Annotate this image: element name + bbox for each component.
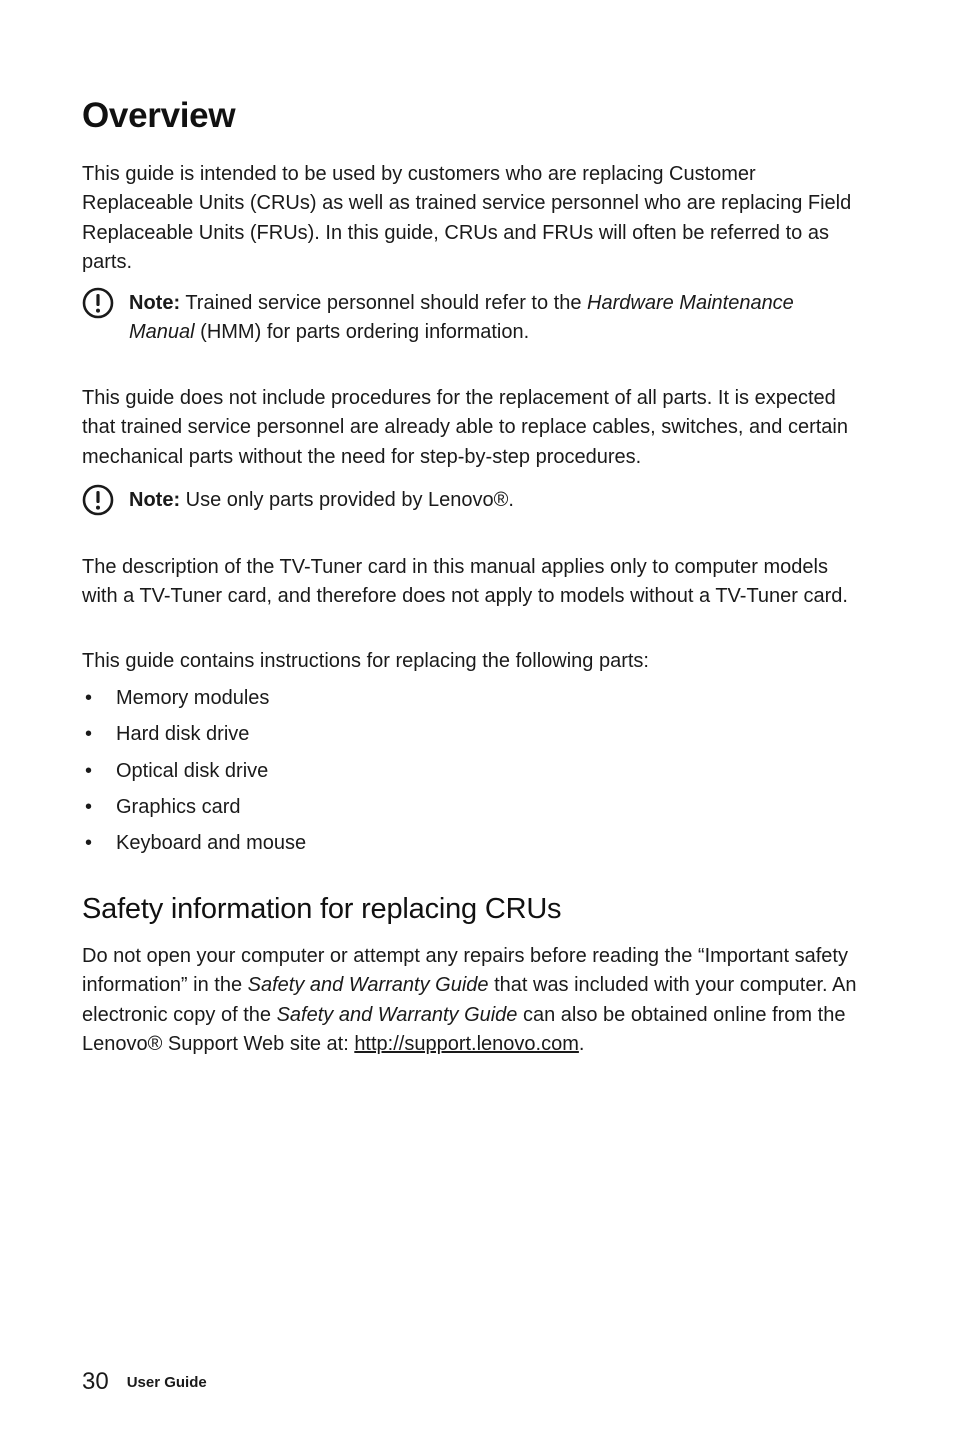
part-name: Memory modules — [116, 687, 270, 709]
intro-paragraph: This guide is intended to be used by customers who are replacing Customer Replaceable Units (CRUs) as well as trained service personnel who are replacing Field Replaceable Units (FRUs). In this guide, CRUs and FRUs will often be referred to as parts. — [82, 163, 852, 273]
hmm-title: Hardware Maintenance Manual — [129, 292, 794, 344]
safety-paragraph — [82, 942, 862, 1059]
attention-icon — [82, 484, 114, 516]
guide-title: Safety and Warranty Guide — [276, 1003, 518, 1026]
note-body: Use only parts provided by Lenovo®. — [185, 489, 514, 511]
note-hmm — [82, 289, 862, 348]
note-text — [129, 486, 862, 515]
bullet: • — [85, 832, 93, 855]
safety-text-2: that was included with your computer. An electronic copy of the — [82, 974, 857, 1026]
note-label: Note: — [129, 489, 181, 511]
parts-list — [82, 682, 306, 863]
list-item — [82, 682, 306, 718]
part-name: Hard disk drive — [116, 723, 250, 746]
note-text-after: (HMM) for parts ordering information. — [200, 321, 530, 344]
part-name: Graphics card — [116, 795, 241, 818]
note-text — [129, 289, 862, 348]
page-title: Overview — [82, 96, 236, 135]
bullet: • — [85, 795, 93, 818]
note-lenovo-parts — [82, 486, 862, 515]
parts-intro: This guide contains instructions for replacing the following parts: — [82, 650, 649, 672]
safety-heading: Safety information for replacing CRUs — [82, 893, 562, 925]
part-name: Optical disk drive — [116, 759, 269, 782]
safety-text-3: can also be obtained online from the Lenovo® Support Web site at: — [82, 1003, 846, 1055]
part-name: Keyboard and mouse — [116, 832, 307, 855]
page-footer — [82, 1368, 207, 1396]
note-text-before: Trained service personnel should refer to the — [185, 292, 582, 314]
tv-tuner-paragraph: The description of the TV-Tuner card in this manual applies only to computer models with a TV-Tuner card, and therefore does not apply to models without a TV-Tuner card. — [82, 556, 848, 608]
list-item — [82, 827, 306, 863]
guide-title: Safety and Warranty Guide — [247, 974, 489, 997]
attention-icon — [82, 287, 114, 319]
bullet: • — [85, 759, 93, 782]
list-item — [82, 718, 306, 754]
procedures-paragraph: This guide does not include procedures for the replacement of all parts. It is expected that trained service personnel are already able to replace cables, switches, and certain mechanical parts without the need for step-by-step procedures. — [82, 387, 848, 468]
bullet: • — [85, 687, 93, 709]
period: . — [578, 1032, 585, 1055]
list-item — [82, 791, 306, 827]
footer-label: User Guide — [126, 1374, 207, 1391]
list-item — [82, 755, 306, 791]
page-number: 30 — [82, 1368, 109, 1395]
note-label: Note: — [129, 292, 181, 314]
support-link[interactable]: http://support.lenovo.com — [354, 1032, 579, 1055]
safety-text-1: Do not open your computer or attempt any repairs before reading the “Important safety information” in the — [82, 945, 848, 997]
bullet: • — [85, 723, 93, 746]
